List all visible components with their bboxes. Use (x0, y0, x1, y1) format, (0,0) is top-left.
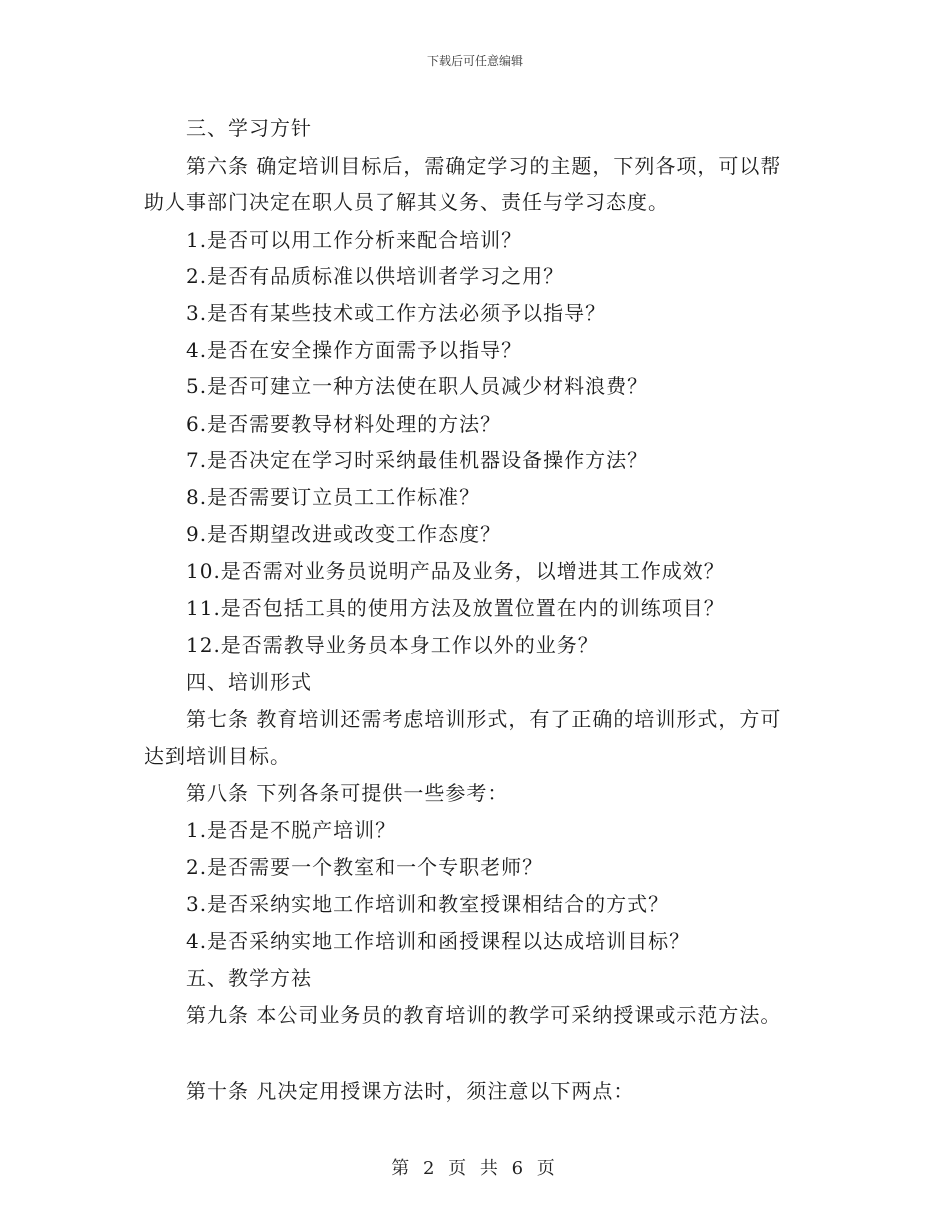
list-item: 1.是否可以用工作分析来配合培训？ (186, 228, 523, 252)
list-item: 2.是否有品质标准以供培训者学习之用？ (186, 264, 565, 288)
list-item: 4.是否采纳实地工作培训和函授课程以达成培训目标？ (186, 929, 691, 953)
list-item: 12.是否需教导业务员本身工作以外的业务？ (186, 633, 599, 657)
list-item: 8.是否需要订立员工工作标准？ (186, 485, 481, 509)
page-number: 第 2 页 共 6 页 (391, 1158, 559, 1179)
article-7-line-1: 第七条 教育培训还需考虑培训形式，有了正确的培训形式，方可 (186, 707, 782, 731)
list-item: 3.是否采纳实地工作培训和教室授课相结合的方式？ (186, 892, 670, 916)
section-heading-4: 四、培训形式 (186, 670, 312, 694)
section-heading-5: 五、教学方祛 (186, 966, 312, 990)
list-item: 11.是否包括工具的使用方法及放置位置在内的训练项目？ (186, 596, 725, 620)
list-item: 7.是否决定在学习时采纳最佳机器设备操作方法？ (186, 448, 649, 472)
list-item: 10.是否需对业务员说明产品及业务，以增进其工作成效？ (186, 559, 725, 583)
article-8: 第八条 下列各条可提供一些参考： (186, 781, 509, 805)
article-10: 第十条 凡决定用授课方法时，须注意以下两点： (186, 1079, 635, 1103)
section-heading-3: 三、学习方针 (186, 116, 312, 140)
article-6-line-1: 第六条 确定培训目标后，需确定学习的主题，下列各项，可以帮 (186, 154, 782, 178)
list-item: 9.是否期望改进或改变工作态度？ (186, 522, 502, 546)
list-item: 1.是否是不脱产培训？ (186, 818, 397, 842)
list-item: 3.是否有某些技术或工作方法必须予以指导？ (186, 301, 607, 325)
list-item: 4.是否在安全操作方面需予以指导？ (186, 338, 523, 362)
list-item: 5.是否可建立一种方法使在职人员减少材料浪费？ (186, 374, 649, 398)
list-item: 2.是否需要一个教室和一个专职老师？ (186, 855, 544, 879)
article-7-line-2: 达到培训目标。 (144, 744, 291, 768)
list-item: 6.是否需要教导材料处理的方法？ (186, 412, 502, 436)
page-header-note: 下载后可任意编辑 (426, 54, 523, 68)
article-9: 第九条 本公司业务员的教育培训的教学可采纳授课或示范方法。 (186, 1003, 782, 1027)
article-6-line-2: 助人事部门决定在职人员了解其义务、责任与学习态度。 (144, 190, 669, 214)
